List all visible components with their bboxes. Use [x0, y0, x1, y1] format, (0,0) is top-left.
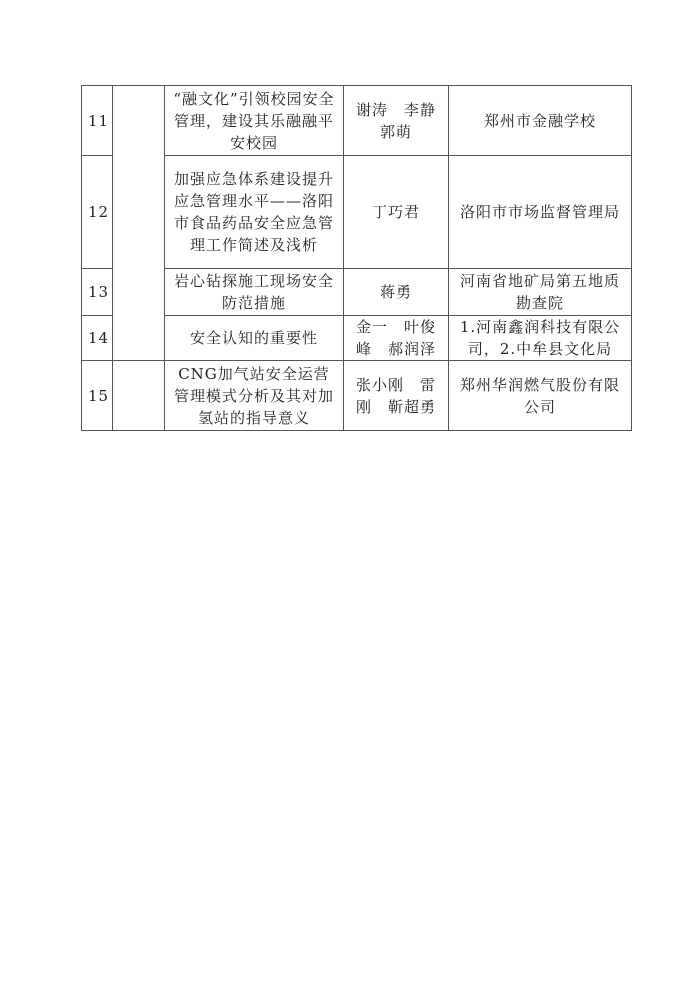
- row-number: 15: [82, 361, 113, 431]
- category-cell: [113, 361, 165, 431]
- unit: 郑州市金融学校: [449, 86, 632, 156]
- authors: 丁巧君: [344, 156, 449, 269]
- paper-title: 安全认知的重要性: [165, 316, 344, 361]
- table-row: [82, 269, 632, 316]
- paper-title: “融文化”引领校园安全管理，建设其乐融融平安校园: [165, 86, 344, 156]
- table-row: [82, 316, 632, 361]
- paper-title: 岩心钻探施工现场安全防范措施: [165, 269, 344, 316]
- unit: 1.河南鑫润科技有限公司，2.中牟县文化局: [449, 316, 632, 361]
- unit: 河南省地矿局第五地质勘查院: [449, 269, 632, 316]
- authors: 金一 叶俊峰 郝润泽: [344, 316, 449, 361]
- row-number: 12: [82, 156, 113, 269]
- paper-title: 加强应急体系建设提升应急管理水平——洛阳市食品药品安全应急管理工作简述及浅析: [165, 156, 344, 269]
- unit: 洛阳市市场监督管理局: [449, 156, 632, 269]
- unit: 郑州华润燃气股份有限公司: [449, 361, 632, 431]
- row-number: 14: [82, 316, 113, 361]
- row-number: 11: [82, 86, 113, 156]
- authors: 蒋勇: [344, 269, 449, 316]
- table-row: [82, 361, 632, 431]
- table-row: [82, 86, 632, 156]
- authors: 谢涛 李静 郭萌: [344, 86, 449, 156]
- table-row: [82, 156, 632, 269]
- paper-title: CNG加气站安全运营管理模式分析及其对加氢站的指导意义: [165, 361, 344, 431]
- row-number: 13: [82, 269, 113, 316]
- category-cell: [113, 86, 165, 361]
- award-table: [81, 85, 632, 431]
- authors: 张小刚 雷刚 靳超勇: [344, 361, 449, 431]
